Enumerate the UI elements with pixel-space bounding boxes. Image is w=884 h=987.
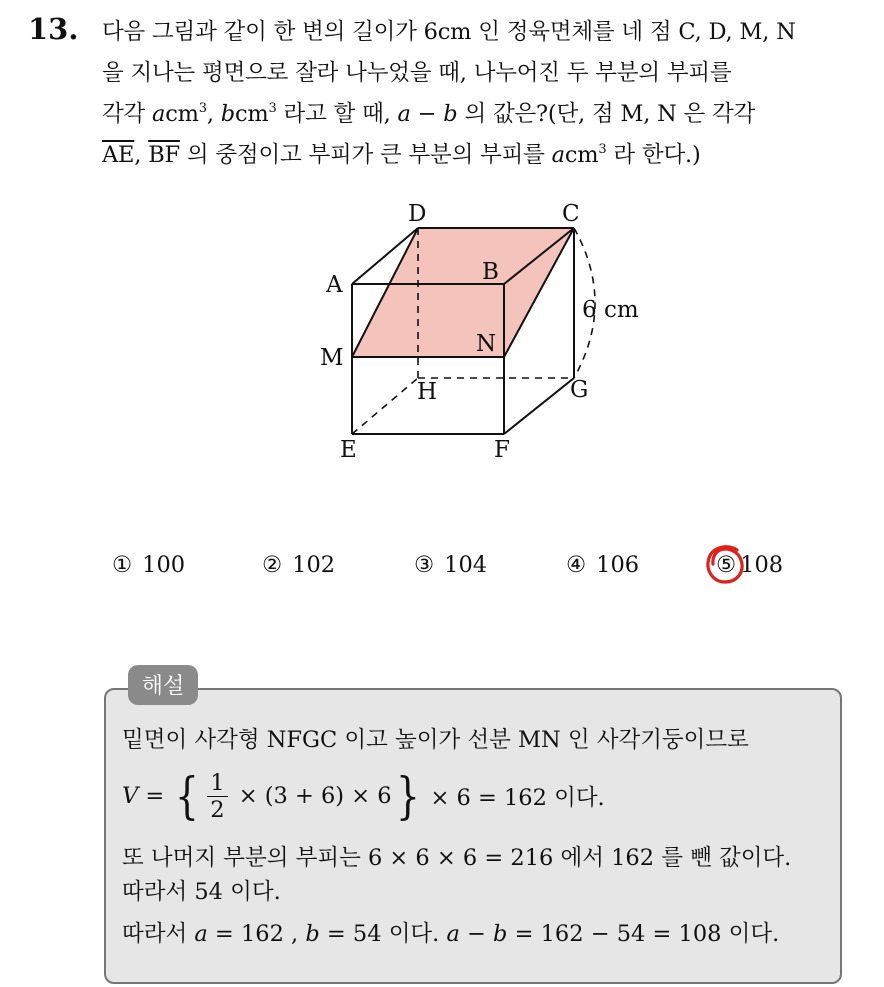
choice-number: ②: [262, 552, 283, 578]
choice-number: ③: [414, 552, 435, 578]
var-a: a: [152, 101, 166, 127]
var-a: a: [194, 921, 208, 947]
choice-value: 100: [142, 552, 186, 578]
label-c: C: [562, 201, 580, 227]
solution-tag: [128, 665, 198, 705]
question-line-3: [102, 94, 862, 135]
text-fragment: = 54 이다.: [319, 921, 447, 947]
text-fragment: 라 한다.): [606, 142, 701, 168]
solution-line-4: 따라서 54 이다.: [122, 879, 281, 905]
label-e: E: [340, 437, 357, 463]
expr-a-minus-b: a − b: [446, 921, 508, 947]
label-f: F: [494, 437, 510, 463]
exponent: 3: [198, 101, 207, 116]
formula-tail: × 6 = 162 이다.: [423, 785, 605, 811]
label-d: D: [408, 201, 427, 227]
solution-formula: [122, 766, 605, 826]
formula-inner: × (3 + 6) × 6: [231, 783, 392, 809]
solution-tag-label: 해설: [141, 673, 185, 699]
text-fragment: 따라서: [122, 921, 195, 947]
solution-line-3: 또 나머지 부분의 부피는 6 × 6 × 6 = 216 에서 162 를 뺀 값이다.: [122, 845, 792, 871]
answer-circle-mark-icon: [703, 542, 747, 586]
right-brace-icon: }: [395, 767, 420, 825]
question-line-1: 다음 그림과 같이 한 변의 길이가 6cm 인 정육면체를 네 점 C, D, M, N: [102, 19, 796, 45]
unit-cm: cm: [234, 101, 269, 127]
text-fragment: = 162 − 54 = 108 이다.: [507, 921, 780, 947]
label-g: G: [570, 377, 589, 403]
exponent: 3: [268, 101, 277, 116]
answer-choices: [0, 548, 884, 588]
question-line-4: [102, 135, 862, 176]
choice-1[interactable]: [112, 552, 185, 578]
label-n: N: [476, 331, 497, 357]
label-a: A: [326, 272, 343, 298]
segment-bf: $\overline{BF}$: [148, 142, 180, 168]
choice-value: 104: [444, 552, 488, 578]
choice-value: 106: [596, 552, 640, 578]
text-fragment: = 162 ,: [207, 921, 306, 947]
choice-number: ④: [566, 552, 587, 578]
text-fragment: 의 중점이고 부피가 큰 부분의 부피를: [179, 142, 552, 168]
label-edge-length: 6 cm: [582, 297, 639, 323]
choice-2[interactable]: [262, 552, 335, 578]
unit-cm: cm: [165, 101, 199, 127]
var-b: b: [305, 921, 320, 947]
text-fragment: ,: [134, 142, 149, 168]
text-fragment: 의 값은?(단, 점 M, N 은 각각: [457, 101, 756, 127]
text-fragment: 라고 할 때,: [276, 101, 398, 127]
question-number: 13.: [28, 12, 79, 46]
solution-line-1: 밑면이 사각형 NFGC 이고 높이가 선분 MN 인 사각기둥이므로: [122, 727, 749, 753]
fraction-numerator: 1: [207, 770, 227, 797]
label-h: H: [417, 379, 438, 405]
label-m: M: [320, 345, 344, 371]
left-brace-icon: {: [175, 767, 200, 825]
label-b: B: [482, 259, 499, 285]
var-a: a: [551, 142, 565, 168]
fraction-denominator: 2: [210, 796, 225, 823]
expr-a-minus-b: a − b: [397, 101, 458, 127]
solution-line-5: [122, 916, 779, 948]
formula-equals: =: [138, 783, 172, 809]
cube-diagram: [318, 196, 648, 466]
exponent: 3: [598, 142, 607, 157]
text-fragment: 각각: [102, 101, 153, 127]
question-line-2: 을 지나는 평면으로 잘라 나누었을 때, 나누어진 두 부분의 부피를: [102, 60, 732, 86]
var-b: b: [220, 101, 235, 127]
choice-3[interactable]: [414, 552, 487, 578]
edge-fg: [504, 378, 574, 434]
choice-number: ①: [112, 552, 133, 578]
fraction-half: [207, 770, 227, 823]
choice-value: 102: [292, 552, 336, 578]
formula-v: V: [122, 783, 139, 809]
choice-value: 108: [740, 552, 784, 578]
choice-number: ⑤: [716, 552, 737, 578]
cube-figure: [318, 196, 648, 466]
segment-ae: $\overline{AE}$: [102, 142, 135, 168]
text-fragment: ,: [206, 101, 221, 127]
choice-4[interactable]: [566, 552, 639, 578]
hidden-edge-eh: [352, 378, 418, 434]
question-text: [102, 12, 862, 176]
unit-cm: cm: [564, 142, 599, 168]
